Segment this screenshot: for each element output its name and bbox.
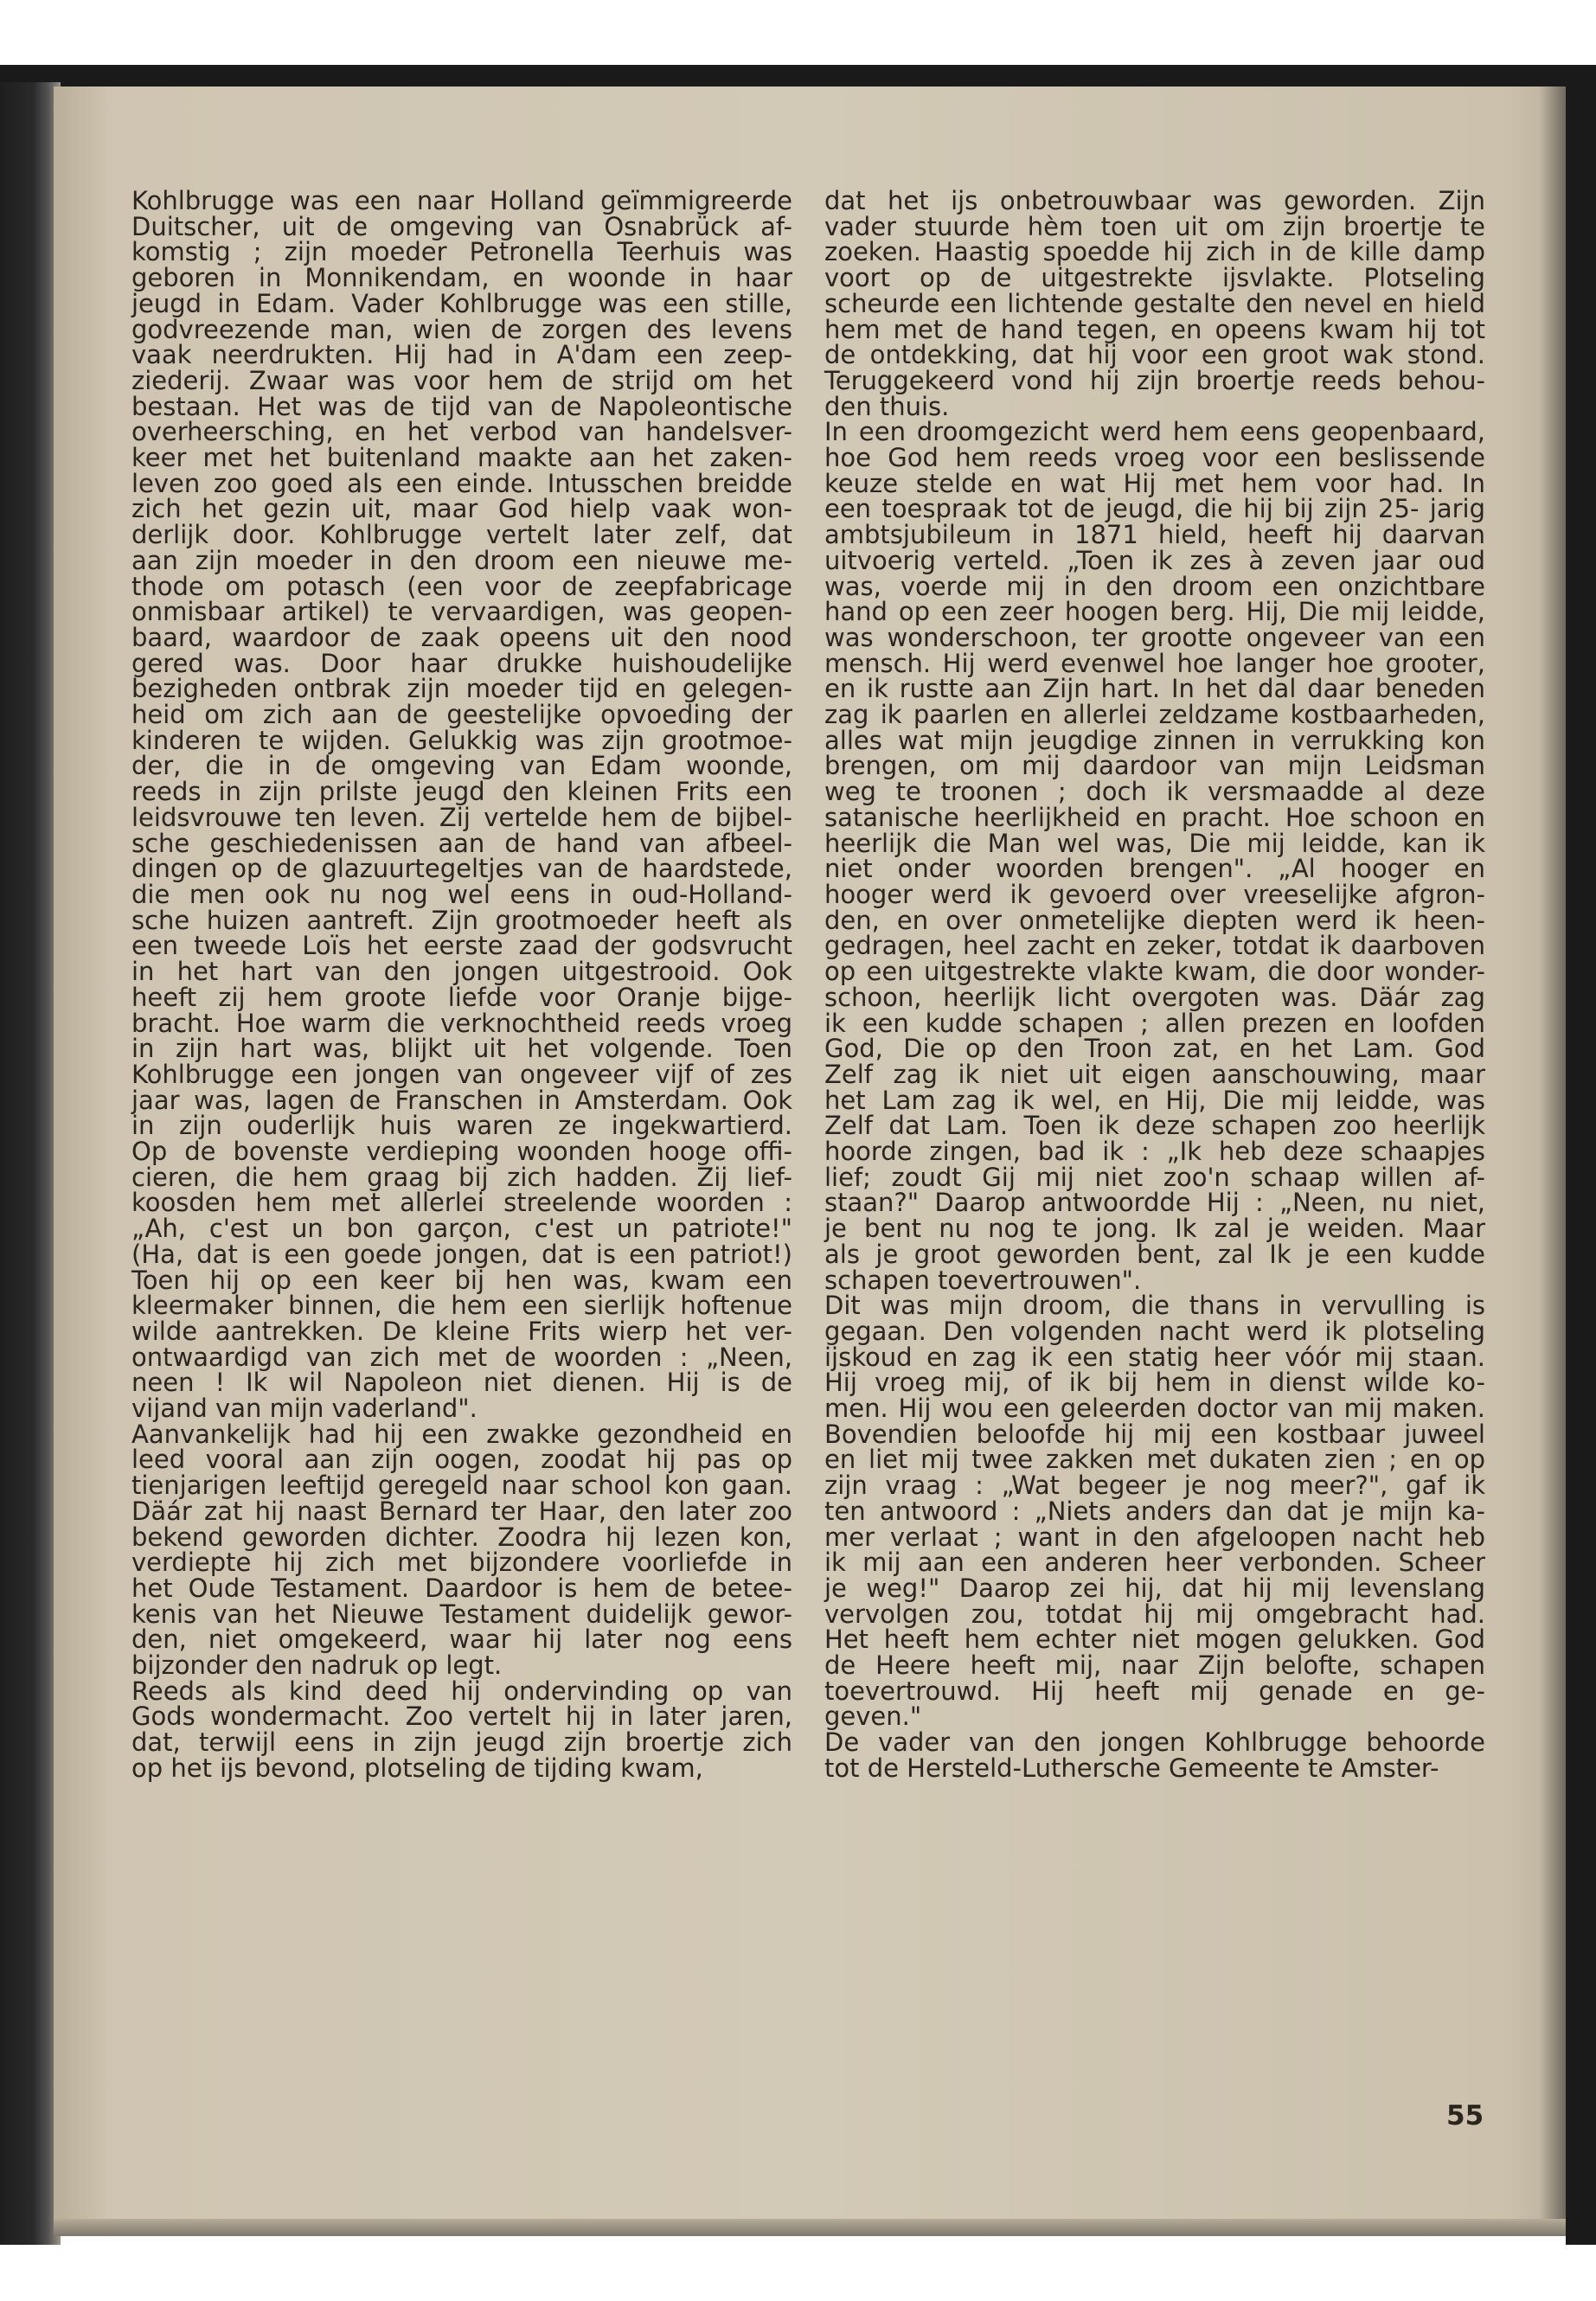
text-line: mensch. Hij werd evenwel hoe langer hoe grooter, bbox=[824, 648, 1485, 678]
text-line: ziederij. Zwaar was voor hem de strijd om het bbox=[131, 365, 792, 395]
text-line: hem met de hand tegen, en opeens kwam hij tot bbox=[824, 314, 1485, 344]
page-edge-shadow bbox=[1540, 87, 1566, 2232]
text-line: thode om potasch (een voor de zeepfabricage bbox=[131, 571, 792, 601]
text-line: den, en over onmetelijke diepten werd ik heen- bbox=[824, 905, 1485, 935]
text-line: onmisbaar artikel) te vervaardigen, was geopen- bbox=[131, 597, 792, 627]
text-line: ijskoud en zag ik een statig heer vóór mij staan. bbox=[824, 1342, 1485, 1372]
text-line: „Ah, c'est un bon garçon, c'est un patriote!" bbox=[131, 1214, 792, 1244]
text-line: kenis van het Nieuwe Testament duidelijk gewor- bbox=[131, 1599, 792, 1629]
text-line: godvreezende man, wien de zorgen des levens bbox=[131, 314, 792, 344]
text-line: overheersching, en het verbod van handelsver- bbox=[131, 417, 792, 447]
text-line: hoe God hem reeds vroeg voor een beslissende bbox=[824, 443, 1485, 473]
text-line: toevertrouwd. Hij heeft mij genade en ge- bbox=[824, 1676, 1485, 1706]
text-line: ten antwoord : „Niets anders dan dat je mijn ka- bbox=[824, 1496, 1485, 1526]
text-line: geven." bbox=[824, 1702, 922, 1732]
text-line: Zelf zag ik niet uit eigen aanschouwing, maar bbox=[824, 1059, 1485, 1089]
text-line: lief; zoudt Gij mij niet zoo'n schaap willen af- bbox=[824, 1162, 1485, 1192]
text-line: Op de bovenste verdieping woonden hooge offi- bbox=[131, 1137, 792, 1167]
text-line: tienjarigen leeftijd geregeld naar school kon gaan. bbox=[131, 1471, 792, 1501]
text-line: de ontdekking, dat hij voor een groot wak stond. bbox=[824, 340, 1485, 370]
text-line: der, die in de omgeving van Edam woonde, bbox=[131, 751, 792, 781]
text-line: leidsvrouwe ten leven. Zij vertelde hem de bijbel- bbox=[131, 802, 792, 832]
text-line: dat, terwijl eens in zijn jeugd zijn broertje zich bbox=[131, 1727, 792, 1758]
text-line: Dit was mijn droom, die thans in vervulling is bbox=[824, 1291, 1485, 1321]
text-line: bracht. Hoe warm die verknochtheid reeds vroeg bbox=[131, 1008, 792, 1038]
text-line: den, niet omgekeerd, waar hij later nog eens bbox=[131, 1625, 792, 1655]
text-line: geboren in Monnikendam, en woonde in haar bbox=[131, 263, 792, 293]
text-line: keuze stelde en wat Hij met hem voor had. In bbox=[824, 468, 1485, 498]
text-line: schoon, heerlijk licht overgoten was. Däár zag bbox=[824, 982, 1485, 1012]
text-line: hand op een zeer hoogen berg. Hij, Die mij leidde, bbox=[824, 597, 1485, 627]
left-text-column bbox=[131, 186, 792, 1783]
text-line: heeft zij hem groote liefde voor Oranje bijge- bbox=[131, 982, 792, 1012]
text-line: bezigheden ontbrak zijn moeder tijd en gelegen- bbox=[131, 674, 792, 704]
text-line: tot de Hersteld-Luthersche Gemeente te Amster- bbox=[824, 1753, 1439, 1783]
text-line: dat het ijs onbetrouwbaar was geworden. Zijn bbox=[824, 186, 1485, 215]
text-line: je weg!" Daarop zei hij, dat hij mij levenslang bbox=[824, 1573, 1485, 1603]
text-line: wilde aantrekken. De kleine Frits wierp het ver- bbox=[131, 1316, 792, 1346]
text-line: jeugd in Edam. Vader Kohlbrugge was een stille, bbox=[131, 288, 792, 318]
text-line: Toen hij op een keer bij hen was, kwam een bbox=[131, 1265, 792, 1295]
text-line: den thuis. bbox=[824, 391, 950, 421]
text-line: het Oude Testament. Daardoor is hem de beteе- bbox=[131, 1573, 792, 1603]
text-line: neen ! Ik wil Napoleon niet dienen. Hij is de bbox=[131, 1368, 792, 1398]
text-line: gedragen, heel zacht en zeker, totdat ik daarboven bbox=[824, 931, 1485, 961]
text-line: dingen op de glazuurtegeltjes van de haardstede, bbox=[131, 854, 792, 884]
text-line: uitvoerig verteld. „Toen ik zes à zeven jaar oud bbox=[824, 545, 1485, 575]
text-line: de Heere heeft mij, naar Zijn belofte, schapen bbox=[824, 1650, 1485, 1681]
text-line: in het hart van den jongen uitgestrooid. Ook bbox=[131, 957, 792, 987]
text-line: reeds in zijn prilste jeugd den kleinen Frits een bbox=[131, 777, 792, 807]
text-line: ik mij aan een anderen heer verbonden. Scheer bbox=[824, 1548, 1485, 1578]
right-text-column bbox=[824, 186, 1485, 1783]
text-line: Hij vroeg mij, of ik bij hem in dienst wilde ko- bbox=[824, 1368, 1485, 1398]
text-line: een toespraak tot de jeugd, die hij bij zijn 25- jarig bbox=[824, 494, 1485, 524]
text-line: in zijn hart was, blijkt uit het volgende. Toen bbox=[131, 1034, 792, 1064]
text-line: zich het gezin uit, maar God hielp vaak won- bbox=[131, 494, 792, 524]
text-line: baard, waardoor de zaak opeens uit den nood bbox=[131, 622, 792, 652]
text-line: zoeken. Haastig spoedde hij zich in de kille damp bbox=[824, 237, 1485, 267]
text-line: verdiepte hij zich met bijzondere voorliefde in bbox=[131, 1548, 792, 1578]
text-line: was wonderschoon, ter grootte ongeveer van een bbox=[824, 622, 1485, 652]
text-line: De vader van den jongen Kohlbrugge behoorde bbox=[824, 1727, 1485, 1758]
text-line: keer met het buitenland maakte aan het zaken- bbox=[131, 443, 792, 473]
text-line: bestaan. Het was de tijd van de Napoleontische bbox=[131, 391, 792, 421]
text-line: je bent nu nog te jong. Ik zal je weiden. Maar bbox=[824, 1214, 1485, 1244]
book-spine-shadow bbox=[0, 82, 61, 2245]
text-line: het Lam zag ik wel, en Hij, Die mij leidde, was bbox=[824, 1085, 1485, 1115]
text-line: leven zoo goed als een einde. Intusschen breidde bbox=[131, 468, 792, 498]
text-line: Het heeft hem echter niet mogen gelukken. God bbox=[824, 1625, 1485, 1655]
text-line: kleermaker binnen, die hem een sierlijk hoftenue bbox=[131, 1291, 792, 1321]
text-line: Kohlbrugge was een naar Holland geïmmigreerde bbox=[131, 186, 792, 215]
text-line: scheurde een lichtende gestalte den nevel en hield bbox=[824, 288, 1485, 318]
text-line: vaak neerdrukten. Hij had in A'dam een zeep- bbox=[131, 340, 792, 370]
text-line: brengen, om mij daardoor van mijn Leidsman bbox=[824, 751, 1485, 781]
text-line: was, voerde mij in den droom een onzichtbare bbox=[824, 571, 1485, 601]
text-line: Kohlbrugge een jongen van ongeveer vijf of zes bbox=[131, 1059, 792, 1089]
book-right-edge bbox=[1566, 78, 1596, 2245]
page-number: 55 bbox=[1446, 2100, 1484, 2131]
text-line: komstig ; zijn moeder Petronella Teerhuis was bbox=[131, 237, 792, 267]
text-line: Däár zat hij naast Bernard ter Haar, den later zoo bbox=[131, 1496, 792, 1526]
text-line: Bovendien beloofde hij mij een kostbaar juweel bbox=[824, 1419, 1485, 1449]
text-line: ik een kudde schapen ; allen prezen en loofden bbox=[824, 1008, 1485, 1038]
text-line: Gods wondermacht. Zoo vertelt hij in later jaren, bbox=[131, 1702, 792, 1732]
text-line: hooger werd ik gevoerd over vreeselijke afgron- bbox=[824, 879, 1485, 909]
text-line: jaar was, lagen de Franschen in Amsterdam. Ook bbox=[131, 1085, 792, 1115]
text-line: die men ook nu nog wel eens in oud-Holland- bbox=[131, 879, 792, 909]
page-bottom-shadow bbox=[54, 2219, 1566, 2236]
text-line: als je groot geworden bent, zal Ik je een kudde bbox=[824, 1239, 1485, 1269]
text-line: bekend geworden dichter. Zoodra hij lezen kon, bbox=[131, 1522, 792, 1552]
text-line: alles wat mijn jeugdige zinnen in verrukking kon bbox=[824, 725, 1485, 755]
text-line: Zelf dat Lam. Toen ik deze schapen zoo heerlijk bbox=[824, 1111, 1485, 1141]
text-line: aan zijn moeder in den droom een nieuwe me- bbox=[131, 545, 792, 575]
text-line: sche huizen aantreft. Zijn grootmoeder heeft als bbox=[131, 905, 792, 935]
text-line: op het ijs bevond, plotseling de tijding kwam, bbox=[131, 1753, 703, 1783]
text-line: God, Die op den Troon zat, en het Lam. God bbox=[824, 1034, 1485, 1064]
text-line: zijn vraag : „Wat begeer je nog meer?", gaf ik bbox=[824, 1471, 1485, 1501]
text-line: vijand van mijn vaderland". bbox=[131, 1394, 478, 1424]
text-line: op een uitgestrekte vlakte kwam, die door wonder- bbox=[824, 957, 1485, 987]
text-line: hoorde zingen, bad ik : „Ik heb deze schaapjes bbox=[824, 1137, 1485, 1167]
text-line: in zijn ouderlijk huis waren ze ingekwartierd. bbox=[131, 1111, 792, 1141]
text-line: staan?" Daarop antwoordde Hij : „Neen, nu niet, bbox=[824, 1188, 1485, 1218]
text-line: vervolgen zou, totdat hij mij omgebracht had. bbox=[824, 1599, 1485, 1629]
text-line: weg te troonen ; doch ik versmaadde al deze bbox=[824, 777, 1485, 807]
text-line: derlijk door. Kohlbrugge vertelt later zelf, dat bbox=[131, 520, 792, 550]
text-line: Teruggekeerd vond hij zijn broertje reeds behou- bbox=[824, 365, 1485, 395]
text-line: voort op de uitgestrekte ijsvlakte. Plotseling bbox=[824, 263, 1485, 293]
text-line: en ik rustte aan Zijn hart. In het dal daar beneden bbox=[824, 674, 1485, 704]
text-line: Reeds als kind deed hij ondervinding op van bbox=[131, 1676, 792, 1706]
text-line: heerlijk die Man wel was, Die mij leidde, kan ik bbox=[824, 828, 1485, 858]
text-line: sche geschiedenissen aan de hand van afbeel- bbox=[131, 828, 792, 858]
text-line: men. Hij wou een geleerden doctor van mij maken. bbox=[824, 1394, 1485, 1424]
text-line: ontwaardigd van zich met de woorden : „Neen, bbox=[131, 1342, 792, 1372]
text-line: satanische heerlijkheid en pracht. Hoe schoon en bbox=[824, 802, 1485, 832]
text-line: vader stuurde hèm toen uit om zijn broertje te bbox=[824, 211, 1485, 241]
text-line: een tweede Loïs het eerste zaad der godsvrucht bbox=[131, 931, 792, 961]
text-line: kinderen te wijden. Gelukkig was zijn grootmoe- bbox=[131, 725, 792, 755]
text-line: ambtsjubileum in 1871 hield, heeft hij daarvan bbox=[824, 520, 1485, 550]
text-line: cieren, die hem graag bij zich hadden. Zij lief- bbox=[131, 1162, 792, 1192]
text-line: In een droomgezicht werd hem eens geopenbaard, bbox=[824, 417, 1485, 447]
text-line: Aanvankelijk had hij een zwakke gezondheid en bbox=[131, 1419, 792, 1449]
text-line: leed vooral aan zijn oogen, zoodat hij pas op bbox=[131, 1445, 792, 1475]
text-line: (Ha, dat is een goede jongen, dat is een patriot!) bbox=[131, 1239, 792, 1269]
text-line: heid om zich aan de geestelijke opvoeding der bbox=[131, 700, 792, 730]
text-line: gegaan. Den volgenden nacht werd ik plotseling bbox=[824, 1316, 1485, 1346]
text-line: en liet mij twee zakken met dukaten zien ; en op bbox=[824, 1445, 1485, 1475]
text-line: gered was. Door haar drukke huishoudelijke bbox=[131, 648, 792, 678]
text-line: bijzonder den nadruk op legt. bbox=[131, 1650, 503, 1681]
text-line: koosden hem met allerlei streelende woorden : bbox=[131, 1188, 792, 1218]
text-line: Duitscher, uit de omgeving van Osnabrück af- bbox=[131, 211, 792, 241]
text-line: niet onder woorden brengen". „Al hooger en bbox=[824, 854, 1485, 884]
text-line: schapen toevertrouwen". bbox=[824, 1265, 1142, 1295]
text-line: zag ik paarlen en allerlei zeldzame kostbaarheden, bbox=[824, 700, 1485, 730]
text-line: mer verlaat ; want in den afgeloopen nacht heb bbox=[824, 1522, 1485, 1552]
